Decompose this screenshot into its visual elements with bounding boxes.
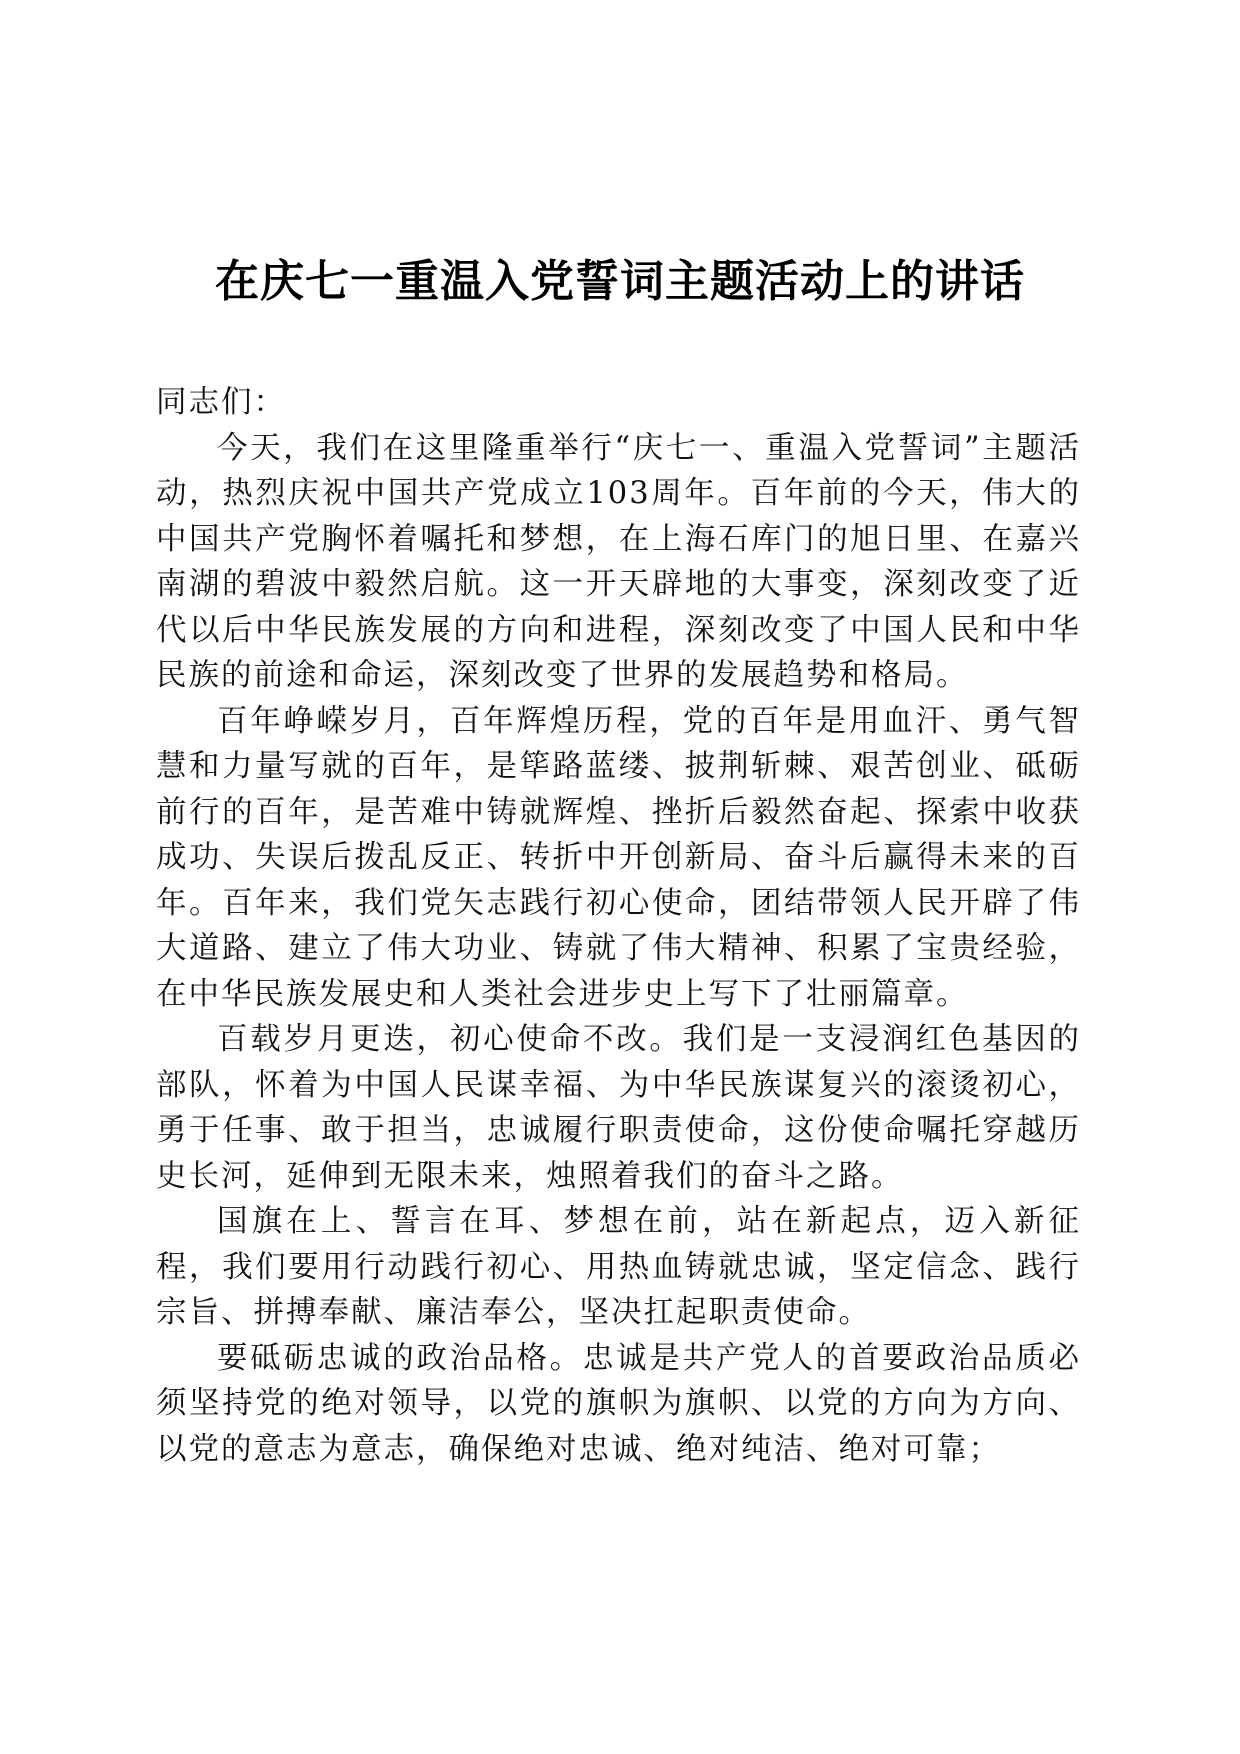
paragraph-5: 要砥砺忠诚的政治品格。忠诚是共产党人的首要政治品质必须坚持党的绝对领导，以党的旗帜为旗帜、以党的方向为方向、以党的意志为意志，确保绝对忠诚、绝对纯洁、绝对可靠； bbox=[156, 1340, 1081, 1467]
paragraph-4: 国旗在上、誓言在耳、梦想在前，站在新起点，迈入新征程，我们要用行动践行初心、用热血铸就忠诚，坚定信念、践行宗旨、拼搏奉献、廉洁奉公，坚决扛起职责使命。 bbox=[156, 1204, 1081, 1330]
document-title: 在庆七一重温入党誓词主题活动上的讲话 bbox=[215, 256, 1025, 307]
document-body bbox=[156, 380, 1081, 1472]
paragraph-2: 百年峥嵘岁月，百年辉煌历程，党的百年是用血汗、勇气智慧和力量写就的百年，是筚路蓝缕、披荆斩棘、艰苦创业、砥砺前行的百年，是苦难中铸就辉煌、挫折后毅然奋起、探索中收获成功、失误后拨乱反正、转折中开创新局、奋斗后赢得未来的百年。百年来，我们党矢志践行初心使命，团结带领人民开辟了伟大道路、建立了伟大功业、铸就了伟大精神、积累了宝贵经验，在中华民族发展史和人类社会进步史上写下了壮丽篇章。 bbox=[156, 703, 1081, 1012]
paragraph-1: 今天，我们在这里隆重举行“庆七一、重温入党誓词”主题活动，热烈庆祝中国共产党成立103周年。百年前的今天，伟大的中国共产党胸怀着嘱托和梦想，在上海石库门的旭日里、在嘉兴南湖的碧波中毅然启航。这一开天辟地的大事变，深刻改变了近代以后中华民族发展的方向和进程，深刻改变了中国人民和中华民族的前途和命运，深刻改变了世界的发展趋势和格局。 bbox=[156, 430, 1081, 693]
salutation: 同志们： bbox=[156, 385, 286, 420]
paragraph-3: 百载岁月更迭，初心使命不改。我们是一支浸润红色基因的部队，怀着为中国人民谋幸福、为中华民族谋复兴的滚烫初心，勇于任事、敢于担当，忠诚履行职责使命，这份使命嘱托穿越历史长河，延伸到无限未来，烛照着我们的奋斗之路。 bbox=[156, 1022, 1081, 1194]
